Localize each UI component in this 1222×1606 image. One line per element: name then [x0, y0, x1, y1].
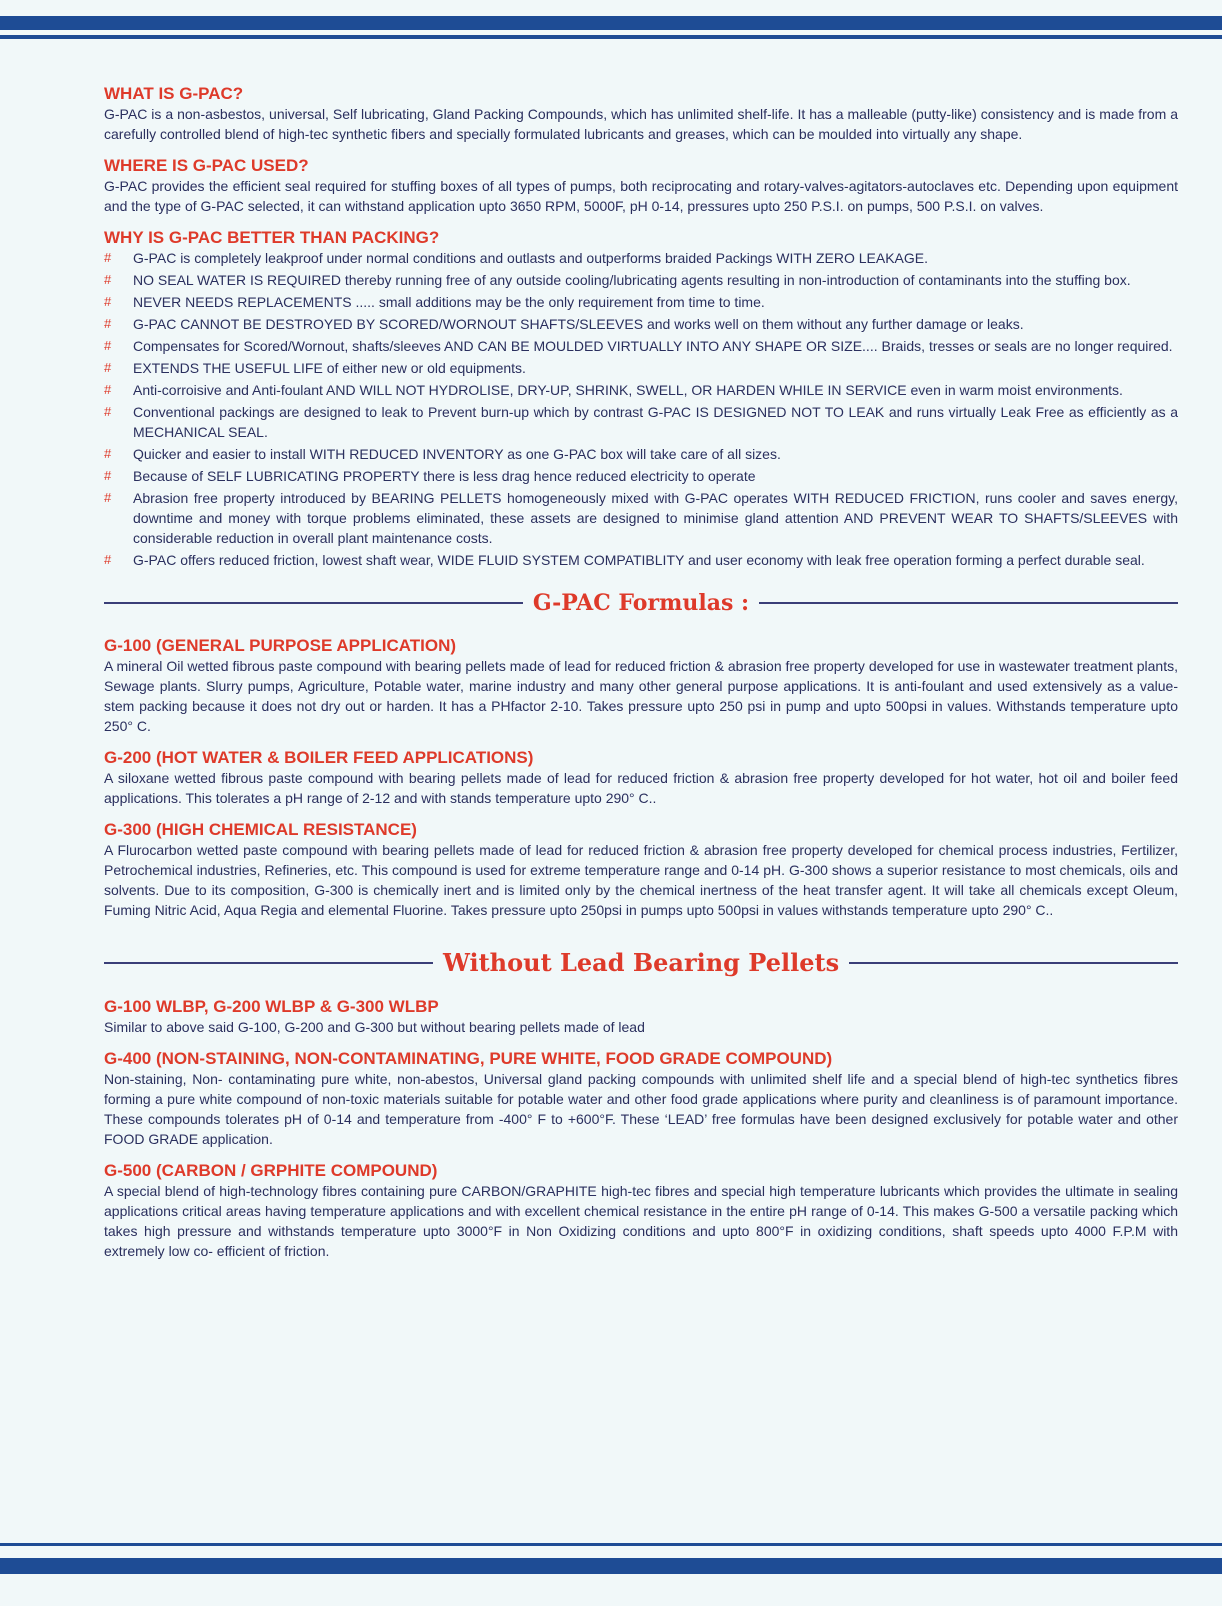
formula-text: A siloxane wetted fibrous paste compound with bearing pellets made of lead for reduced friction & abrasion free property developed for hot water, hot oil and boiler feed applications. This tolerates a pH range of 2-12 and with stands temperature upto 290° C.. — [104, 770, 1178, 806]
list-item — [104, 314, 1178, 334]
section-why — [104, 228, 1178, 570]
list-item — [104, 488, 1178, 548]
list-item-text: Anti-corroisive and Anti-foulant AND WILL NOT HYDROLISE, DRY-UP, SHRINK, SWELL, OR HARDEN WHILE IN SERVICE even in warm moist environments. — [133, 382, 1123, 398]
formula-text: A special blend of high-technology fibres containing pure CARBON/GRAPHITE high-tec fibres and special high temperature lubricants which provides the ultimate in sealing applications critical areas having temperature applications and with excellent chemical resistance in the entire pH range of 0-14. This makes G-500 a versatile packing which takes high pressure and withstands temperature upto 3000°F in Non Oxidizing conditions and upto 800°F in oxidizing conditions, shaft speeds upto 4000 F.P.M with extremely low co- efficient of friction. — [104, 1183, 1178, 1259]
hash-bullet: # — [104, 446, 112, 461]
formula-wlbp — [104, 997, 1178, 1037]
list-item-text: Because of SELF LUBRICATING PROPERTY there is less drag hence reduced electricity to operate — [133, 468, 756, 484]
formula-text: Non-staining, Non- contaminating pure white, non-abestos, Universal gland packing compounds with unlimited shelf life and a special blend of high-tec synthetics fibres forming a pure white compound of non-toxic materials suitable for potable water and other food grade applications where purity and cleanliness is of paramount importance. These compounds tolerates pH of 0-14 and temperature from -400° F to +600°F. These ‘LEAD’ free formulas have been designed exclusively for potable water and other FOOD GRADE application. — [104, 1071, 1178, 1147]
divider-line-left — [104, 602, 523, 604]
list-item — [104, 466, 1178, 486]
formula-g200 — [104, 748, 1178, 808]
without-lead-divider — [104, 948, 1178, 977]
hash-bullet: # — [104, 338, 112, 353]
document-body — [104, 84, 1178, 1273]
formula-heading: G-100 (GENERAL PURPOSE APPLICATION) — [104, 636, 457, 655]
without-lead-title: Without Lead Bearing Pellets — [442, 948, 840, 977]
list-item-text: Conventional packings are designed to leak to Prevent burn-up which by contrast G-PAC IS DESIGNED NOT TO LEAK and runs virtually Leak Free as efficiently as a MECHANICAL SEAL. — [133, 404, 1178, 440]
formula-heading: G-500 (CARBON / GRPHITE COMPOUND) — [104, 1161, 438, 1180]
hash-bullet: # — [104, 294, 112, 309]
divider-line-left — [104, 962, 433, 964]
section-text: G-PAC provides the efficient seal required for stuffing boxes of all types of pumps, both reciprocating and rotary-valves-agitators-autoclaves etc. Depending upon equipment and the type of G-PAC selected, it can withstand application upto 3650 RPM, 5000F, pH 0-14, pressures upto 250 P.S.I. on pumps, 500 P.S.I. on valves. — [104, 178, 1178, 214]
list-item-text: NEVER NEEDS REPLACEMENTS ..... small additions may be the only requirement from time to time. — [133, 294, 765, 310]
formula-text: Similar to above said G-100, G-200 and G-300 but without bearing pellets made of lead — [104, 1019, 645, 1035]
hash-bullet: # — [104, 250, 112, 265]
hash-bullet: # — [104, 360, 112, 375]
hash-bullet: # — [104, 316, 112, 331]
hash-bullet: # — [104, 272, 112, 287]
list-item — [104, 248, 1178, 268]
formula-g500 — [104, 1161, 1178, 1261]
formula-g400 — [104, 1049, 1178, 1149]
hash-bullet: # — [104, 490, 112, 505]
list-item-text: EXTENDS THE USEFUL LIFE of either new or old equipments. — [133, 360, 526, 376]
list-item — [104, 550, 1178, 570]
formula-text: A Flurocarbon wetted paste compound with bearing pellets made of lead for reduced friction & abrasion free property developed for chemical process industries, Fertilizer, Petrochemical industries, Refineries, etc. This compound is used for extreme temperature range and 0-14 pH. G-300 shows a superior resistance to most chemicals, oils and solvents. Due to its composition, G-300 is chemically inert and is limited only by the chemical inertness of the heat transfer agent. It will take all chemicals except Oleum, Fuming Nitric Acid, Aqua Regia and elemental Fluorine. Takes pressure upto 250psi in pumps upto 500psi in values withstands temperature upto 290° C.. — [104, 842, 1178, 918]
list-item — [104, 270, 1178, 290]
section-where — [104, 156, 1178, 216]
list-item — [104, 292, 1178, 312]
formulas-title: G-PAC Formulas : — [532, 590, 750, 616]
section-what — [104, 84, 1178, 144]
section-heading: WHERE IS G-PAC USED? — [104, 156, 309, 175]
list-item-text: Quicker and easier to install WITH REDUCED INVENTORY as one G-PAC box will take care of all sizes. — [133, 446, 781, 462]
top-band-thin — [0, 35, 1222, 39]
formulas-divider — [104, 590, 1178, 616]
hash-bullet: # — [104, 552, 112, 567]
formula-text: A mineral Oil wetted fibrous paste compound with bearing pellets made of lead for reduced friction & abrasion free property developed for use in wastewater treatment plants, Sewage plants. Slurry pumps, Agriculture, Potable water, marine industry and many other general purpose applications. It is anti-foulant and used extensively as a value-stem packing because it does not dry out or harden. It has a PHfactor 2-10. Takes pressure upto 250 psi in pump and upto 500psi in values. Withstands temperature upto 250° C. — [104, 658, 1178, 734]
hash-bullet: # — [104, 468, 112, 483]
formula-g100 — [104, 636, 1178, 736]
formula-heading: G-100 WLBP, G-200 WLBP & G-300 WLBP — [104, 997, 439, 1016]
list-item-text: Compensates for Scored/Wornout, shafts/sleeves AND CAN BE MOULDED VIRTUALLY INTO ANY SHAPE OR SIZE.... Braids, tresses or seals are no longer required. — [133, 338, 1173, 354]
bottom-band-thick — [0, 1558, 1222, 1574]
formula-g300 — [104, 820, 1178, 920]
formula-heading: G-300 (HIGH CHEMICAL RESISTANCE) — [104, 820, 417, 839]
list-item — [104, 380, 1178, 400]
formula-heading: G-400 (NON-STAINING, NON-CONTAMINATING, PURE WHITE, FOOD GRADE COMPOUND) — [104, 1049, 833, 1068]
bottom-band-thin — [0, 1543, 1222, 1546]
section-text: G-PAC is a non-asbestos, universal, Self lubricating, Gland Packing Compounds, which has unlimited shelf-life. It has a malleable (putty-like) consistency and is made from a carefully controlled blend of high-tec synthetic fibers and specially formulated lubricants and greases, which can be moulded into virtually any shape. — [104, 106, 1178, 142]
list-item — [104, 402, 1178, 442]
hash-bullet: # — [104, 382, 112, 397]
divider-line-right — [759, 602, 1178, 604]
list-item — [104, 444, 1178, 464]
section-heading: WHY IS G-PAC BETTER THAN PACKING? — [104, 228, 440, 247]
list-item-text: G-PAC is completely leakproof under normal conditions and outlasts and outperforms braided Packings WITH ZERO LEAKAGE. — [133, 250, 928, 266]
list-item — [104, 358, 1178, 378]
top-band-thick — [0, 16, 1222, 30]
list-item-text: G-PAC CANNOT BE DESTROYED BY SCORED/WORNOUT SHAFTS/SLEEVES and works well on them without any further damage or leaks. — [133, 316, 1024, 332]
list-item — [104, 336, 1178, 356]
hash-bullet: # — [104, 404, 112, 419]
formula-heading: G-200 (HOT WATER & BOILER FEED APPLICATIONS) — [104, 748, 534, 767]
list-item-text: NO SEAL WATER IS REQUIRED thereby running free of any outside cooling/lubricating agents resulting in non-introduction of contaminants into the stuffing box. — [133, 272, 1131, 288]
section-heading: WHAT IS G-PAC? — [104, 84, 244, 103]
list-item-text: G-PAC offers reduced friction, lowest shaft wear, WIDE FLUID SYSTEM COMPATIBLITY and user economy with leak free operation forming a perfect durable seal. — [133, 552, 1145, 568]
list-item-text: Abrasion free property introduced by BEARING PELLETS homogeneously mixed with G-PAC operates WITH REDUCED FRICTION, runs cooler and saves energy, downtime and money with torque problems eliminated, these assets are designed to minimise gland attention AND PREVENT WEAR TO SHAFTS/SLEEVES with considerable reduction in overall plant maintenance costs. — [133, 490, 1178, 546]
divider-line-right — [849, 962, 1178, 964]
benefits-list — [104, 248, 1178, 570]
